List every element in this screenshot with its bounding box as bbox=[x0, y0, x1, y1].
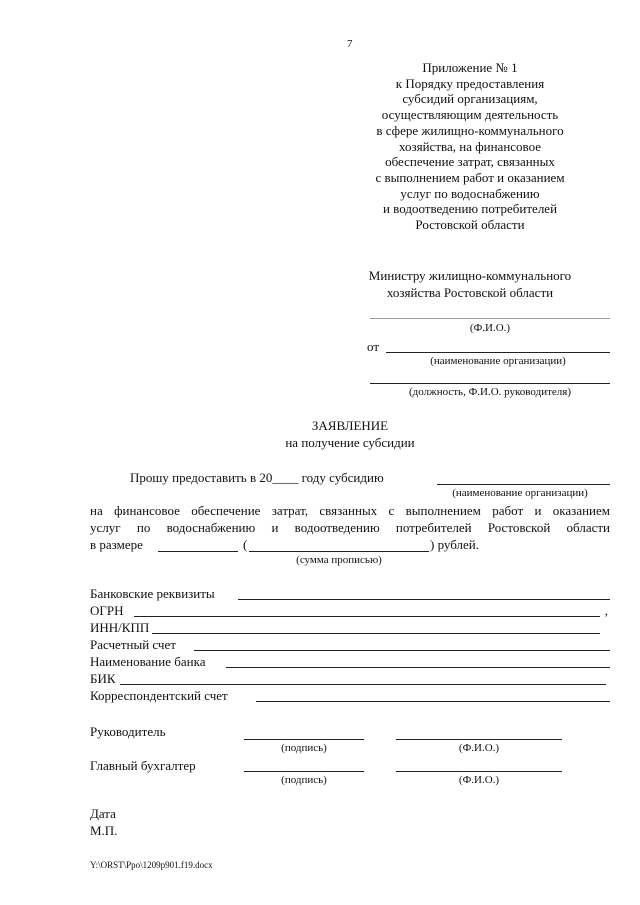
appendix-line: осуществляющим деятельность bbox=[381, 107, 559, 123]
seal-label: М.П. bbox=[90, 823, 118, 838]
bank-name-line[interactable] bbox=[226, 667, 610, 668]
bank-details-line[interactable] bbox=[238, 599, 610, 600]
head-signature-caption: (подпись) bbox=[281, 742, 327, 754]
accountant-fio-line[interactable] bbox=[396, 771, 562, 772]
head-fio-line[interactable] bbox=[396, 739, 562, 740]
date-label: Дата bbox=[90, 806, 116, 821]
appendix-line: с выполнением работ и оказанием bbox=[375, 169, 565, 185]
amount-open: ( bbox=[243, 537, 248, 552]
bank-name-row bbox=[90, 654, 610, 670]
position-line[interactable] bbox=[370, 383, 610, 384]
body-line-3: услуг по водоснабжению и водоотведению потребителей Ростовской области bbox=[90, 520, 610, 535]
addressee-block bbox=[330, 267, 610, 301]
page-number: 7 bbox=[347, 38, 353, 50]
appendix-line: и водоотведению потребителей bbox=[382, 201, 558, 217]
document-title: ЗАЯВЛЕНИЕ bbox=[311, 418, 389, 433]
head-label: Руководитель bbox=[90, 724, 166, 739]
accountant-label: Главный бухгалтер bbox=[90, 758, 196, 773]
corr-account-label: Корреспондентский счет bbox=[90, 688, 228, 703]
ogrn-row bbox=[90, 603, 610, 619]
appendix-line: хозяйства, на финансовое bbox=[398, 138, 542, 154]
fio-line[interactable] bbox=[370, 318, 610, 319]
subsidy-org-line[interactable] bbox=[437, 484, 610, 485]
appendix-line: в сфере жилищно-коммунального bbox=[376, 122, 564, 138]
fio-caption: (Ф.И.О.) bbox=[469, 322, 511, 334]
inn-kpp-line[interactable] bbox=[152, 633, 600, 634]
appendix-line: субсидий организациям, bbox=[402, 91, 538, 107]
file-path: Y:\ORST\Ppo\1209p901.f19.docx bbox=[90, 860, 213, 870]
appendix-line: Приложение № 1 bbox=[422, 60, 518, 75]
amount-close: ) рублей. bbox=[430, 537, 479, 552]
appendix-line: услуг по водоснабжению bbox=[400, 185, 540, 201]
from-label: от bbox=[367, 339, 380, 354]
bank-details-row bbox=[90, 586, 610, 602]
account-line[interactable] bbox=[194, 650, 610, 651]
inn-kpp-row bbox=[90, 620, 610, 636]
ogrn-label: ОГРН bbox=[90, 603, 124, 618]
amount-words-line[interactable] bbox=[249, 551, 429, 552]
bank-details-label: Банковские реквизиты bbox=[90, 586, 215, 601]
corr-account-line[interactable] bbox=[256, 701, 610, 702]
appendix-line: к Порядку предоставления bbox=[395, 75, 545, 91]
inn-kpp-label: ИНН/КПП bbox=[90, 620, 150, 635]
position-caption: (должность, Ф.И.О. руководителя) bbox=[409, 386, 571, 398]
amount-prefix: в размере bbox=[90, 537, 143, 552]
amount-caption: (сумма прописью) bbox=[296, 554, 382, 566]
bank-name-label: Наименование банка bbox=[90, 654, 206, 669]
organization-caption: (наименование организации) bbox=[430, 355, 566, 367]
bik-row bbox=[90, 671, 610, 687]
accountant-fio-caption: (Ф.И.О.) bbox=[458, 774, 500, 786]
accountant-signature-line[interactable] bbox=[244, 771, 364, 772]
appendix-line: Ростовской области bbox=[415, 217, 525, 233]
subsidy-org-caption: (наименование организации) bbox=[452, 487, 588, 499]
corr-account-row bbox=[90, 688, 610, 704]
body-line-2: на финансовое обеспечение затрат, связанных с выполнением работ и оказанием bbox=[90, 503, 610, 518]
appendix-block bbox=[330, 60, 610, 233]
head-signature-line[interactable] bbox=[244, 739, 364, 740]
organization-line[interactable] bbox=[386, 352, 610, 353]
request-text: Прошу предоставить в 20____ году субсидию bbox=[130, 470, 384, 485]
ogrn-trail: , bbox=[604, 603, 608, 618]
appendix-line: обеспечение затрат, связанных bbox=[385, 154, 555, 170]
bik-label: БИК bbox=[90, 671, 116, 686]
document-subtitle: на получение субсидии bbox=[285, 435, 415, 450]
addressee-line-2: хозяйства Ростовской области bbox=[386, 285, 554, 300]
bik-line[interactable] bbox=[120, 684, 606, 685]
amount-figures-line[interactable] bbox=[158, 551, 238, 552]
ogrn-line[interactable] bbox=[134, 616, 600, 617]
accountant-signature-caption: (подпись) bbox=[281, 774, 327, 786]
account-label: Расчетный счет bbox=[90, 637, 176, 652]
head-fio-caption: (Ф.И.О.) bbox=[458, 742, 500, 754]
addressee-line-1: Министру жилищно-коммунального bbox=[368, 268, 572, 283]
account-row bbox=[90, 637, 610, 653]
